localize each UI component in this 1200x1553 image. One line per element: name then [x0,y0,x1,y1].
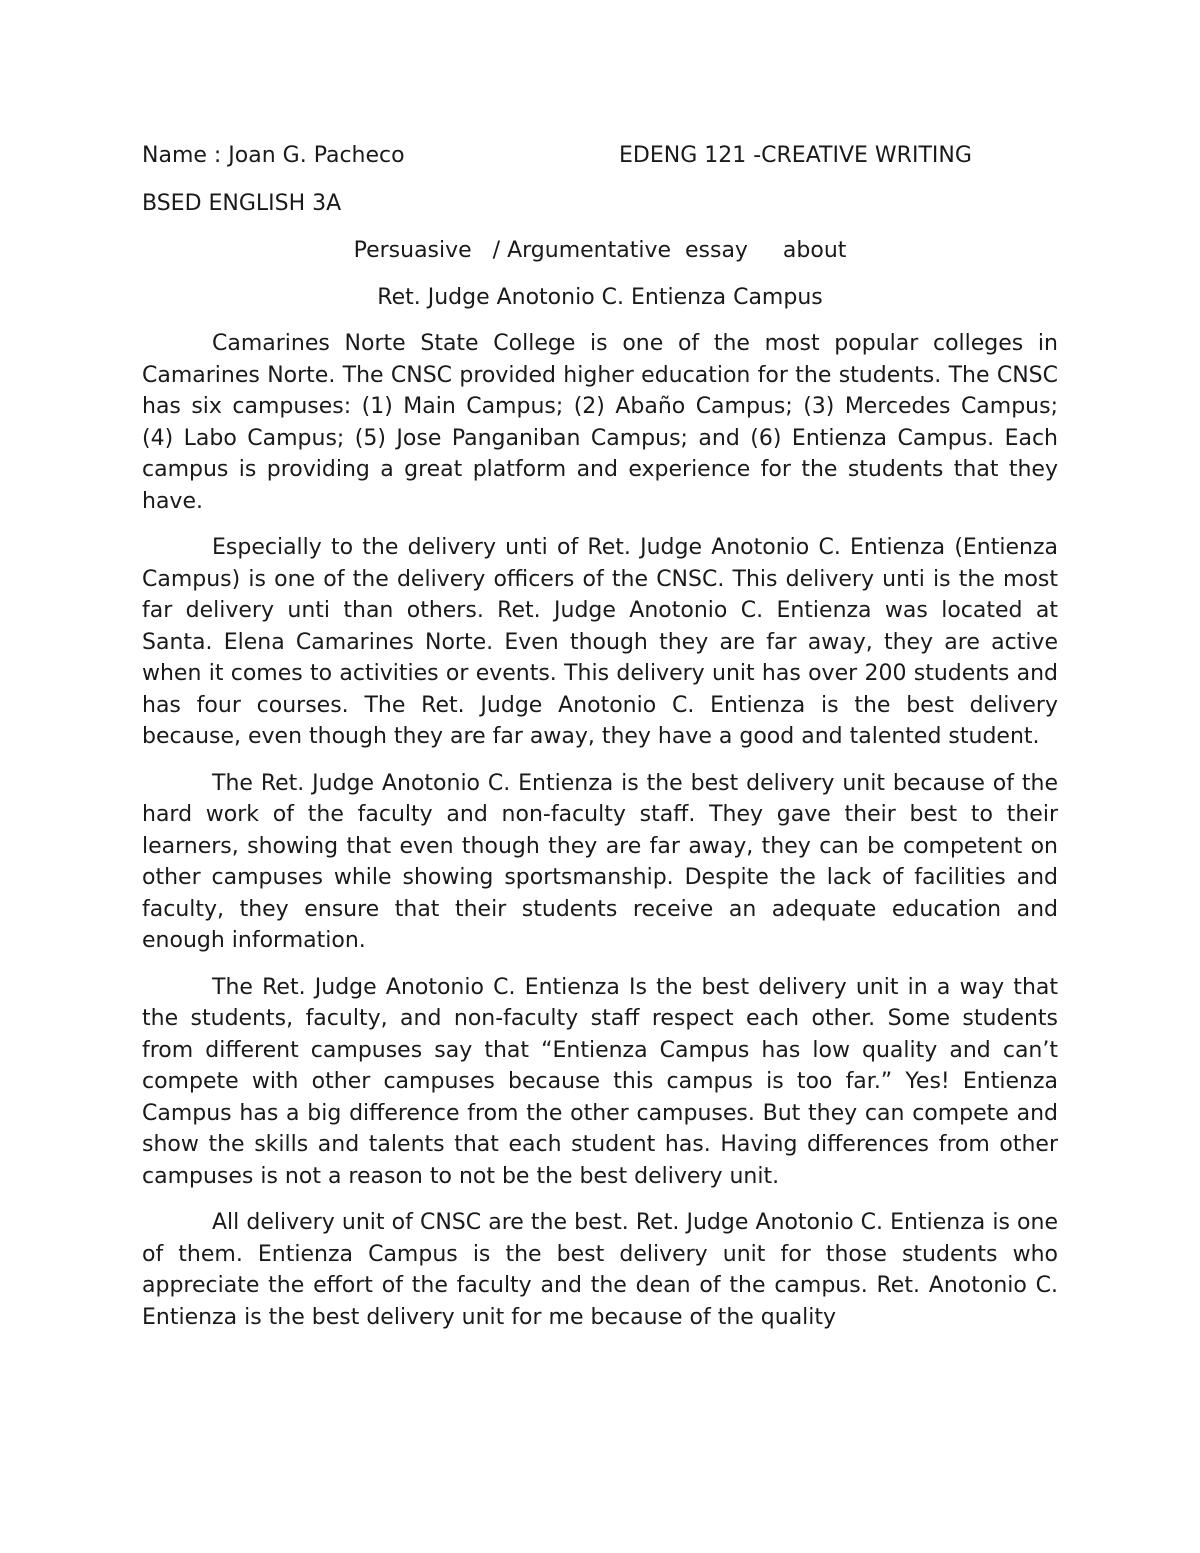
paragraph: All delivery unit of CNSC are the best. Ret. Judge Anotonio C. Entienza is one of them. Entienza Campus is the best delivery unit for those students who appreciate the effort of the faculty and the dean of the campus. Ret. Anotonio C. Entienza is the best delivery unit for me because of the quality [142,1210,1058,1330]
header-line [142,141,1062,171]
section-label: BSED ENGLISH 3A [142,191,342,216]
paragraph: The Ret. Judge Anotonio C. Entienza Is the best delivery unit in a way that the students, faculty, and non-faculty staff respect each other. Some students from different campuses say that “Entienza Campus has low quality and can’t compete with other campuses because this campus is too far.” Yes! Entienza Campus has a big difference from the other campuses. But they can compete and show the skills and talents that each student has. Having differences from other campuses is not a reason to not be the best delivery unit. [142,974,1058,1189]
student-name: Name : Joan G. Pacheco [142,143,405,168]
essay-type-title: Persuasive / Argumentative essay about [353,238,847,263]
course-title: EDENG 121 -CREATIVE WRITING [619,143,972,168]
paragraph: The Ret. Judge Anotonio C. Entienza is the best delivery unit because of the hard work of the faculty and non-faculty staff. They gave their best to their learners, showing that even though they are far away, they can be competent on other campuses while showing sportsmanship. Despite the lack of facilities and faculty, they ensure that their students receive an adequate education and enough information. [142,770,1058,953]
essay-subject-title: Ret. Judge Anotonio C. Entienza Campus [377,285,823,310]
paragraph: Especially to the delivery unti of Ret. Judge Anotonio C. Entienza (Entienza Campus) is one of the delivery officers of the CNSC. This delivery unti is the most far delivery unti than others. Ret. Judge Anotonio C. Entienza was located at Santa. Elena Camarines Norte. Even though they are far away, they are active when it comes to activities or events. This delivery unit has over 200 students and has four courses. The Ret. Judge Anotonio C. Entienza is the best delivery because, even though they are far away, they have a good and talented student. [142,535,1058,749]
essay-body [142,328,1058,1348]
paragraph: Camarines Norte State College is one of the most popular colleges in Camarines Norte. The CNSC provided higher education for the students. The CNSC has six campuses: (1) Main Campus; (2) Abaño Campus; (3) Mercedes Campus; (4) Labo Campus; (5) Jose Panganiban Campus; and (6) Entienza Campus. Each campus is providing a great platform and experience for the students that they have. [142,331,1058,514]
